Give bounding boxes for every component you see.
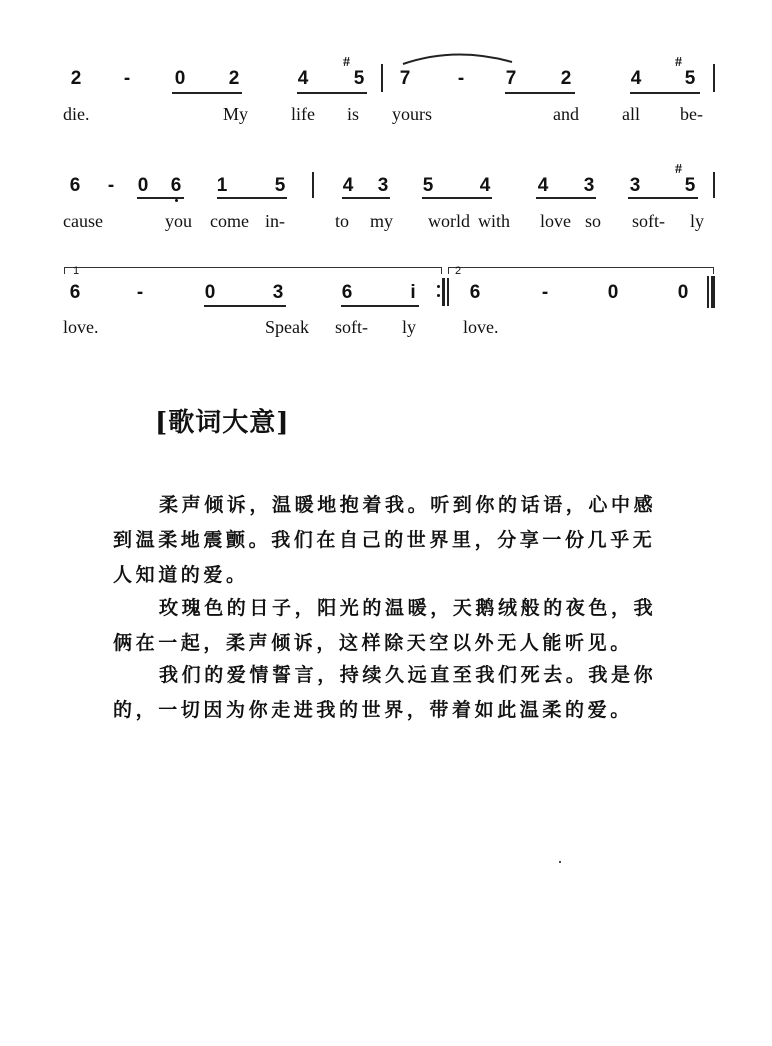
tie-arc bbox=[400, 50, 520, 66]
lyric: die. bbox=[63, 104, 90, 124]
beam-underline bbox=[342, 197, 390, 199]
bar-line bbox=[381, 64, 383, 92]
scan-speck bbox=[559, 861, 561, 863]
note: 0 bbox=[677, 282, 689, 303]
note: 3 bbox=[377, 175, 389, 196]
lyric: ly bbox=[402, 317, 417, 337]
lyric: you bbox=[165, 211, 192, 231]
note-dash: - bbox=[107, 175, 115, 196]
sharp-sign: # bbox=[675, 55, 682, 70]
note: 2 bbox=[228, 68, 240, 89]
note: 0 bbox=[137, 175, 149, 196]
note: 5 bbox=[353, 68, 365, 89]
lyric: is bbox=[347, 104, 360, 124]
note: 4 bbox=[537, 175, 549, 196]
second-ending-number: 2 bbox=[455, 265, 462, 277]
note: 4 bbox=[297, 68, 309, 89]
beam-underline bbox=[172, 92, 242, 94]
lyric: soft- bbox=[632, 211, 665, 231]
bar-line bbox=[713, 172, 715, 198]
lyric: with bbox=[478, 211, 511, 231]
beam-underline bbox=[137, 197, 184, 199]
first-ending-number: 1 bbox=[73, 265, 80, 277]
lyric: ly bbox=[690, 211, 705, 231]
note: 0 bbox=[204, 282, 216, 303]
lyric: come bbox=[210, 211, 249, 231]
lyrics-paragraph: 我们的爱情誓言，持续久远直至我们死去。我是你的，一切因为你走进我的世界，带着如此温柔的爱。 bbox=[113, 664, 657, 721]
beam-underline bbox=[217, 197, 287, 199]
second-ending-bracket bbox=[448, 267, 714, 274]
lyric: world bbox=[428, 211, 470, 231]
note: 3 bbox=[629, 175, 641, 196]
note: 5 bbox=[274, 175, 286, 196]
note-dash: - bbox=[541, 282, 549, 303]
final-bar bbox=[707, 276, 709, 308]
lyric: yours bbox=[392, 104, 432, 124]
note: 4 bbox=[479, 175, 491, 196]
repeat-bar bbox=[442, 278, 445, 306]
note: 5 bbox=[684, 68, 696, 89]
repeat-dot bbox=[437, 294, 440, 297]
note: 0 bbox=[174, 68, 186, 89]
note: 7 bbox=[399, 68, 411, 89]
note: 6 bbox=[469, 282, 481, 303]
note: 6 bbox=[341, 282, 353, 303]
note: 4 bbox=[342, 175, 354, 196]
lyric: be- bbox=[680, 104, 703, 124]
note: 6 bbox=[69, 175, 81, 196]
sharp-sign: # bbox=[675, 162, 682, 177]
note: 5 bbox=[422, 175, 434, 196]
note: 1 bbox=[216, 175, 228, 196]
lyric: love bbox=[540, 211, 571, 231]
note: 6 bbox=[69, 282, 81, 303]
beam-underline bbox=[204, 305, 286, 307]
lyric: Speak bbox=[265, 317, 309, 337]
sharp-sign: # bbox=[343, 55, 350, 70]
lower-octave-dot bbox=[175, 199, 178, 202]
note: 2 bbox=[560, 68, 572, 89]
note-dash: - bbox=[457, 68, 465, 89]
beam-underline bbox=[505, 92, 575, 94]
beam-underline bbox=[341, 305, 419, 307]
note: 5 bbox=[684, 175, 696, 196]
lyric: soft- bbox=[335, 317, 368, 337]
lyric: love. bbox=[63, 317, 99, 337]
lyrics-paragraph: 柔声倾诉，温暖地抱着我。听到你的话语，心中感到温柔地震颤。我们在自己的世界里，分享一份几乎无人知道的爱。 bbox=[113, 494, 657, 586]
lyric: in- bbox=[265, 211, 285, 231]
note-high: i bbox=[410, 282, 416, 303]
lyric: and bbox=[553, 104, 579, 124]
note-dash: - bbox=[136, 282, 144, 303]
lyric: love. bbox=[463, 317, 499, 337]
repeat-dot bbox=[437, 285, 440, 288]
note: 6 bbox=[170, 175, 182, 196]
lyric: to bbox=[335, 211, 350, 231]
lyric: cause bbox=[63, 211, 103, 231]
lyric: my bbox=[370, 211, 394, 231]
note: 7 bbox=[505, 68, 517, 89]
bar-line bbox=[713, 64, 715, 92]
beam-underline bbox=[630, 92, 700, 94]
lyrics-paragraph: 玫瑰色的日子，阳光的温暖，天鹅绒般的夜色，我俩在一起，柔声倾诉，这样除天空以外无人能听见。 bbox=[113, 597, 657, 654]
bar-line bbox=[312, 172, 314, 198]
lyric: My bbox=[223, 104, 249, 124]
note: 3 bbox=[583, 175, 595, 196]
lyric: so bbox=[585, 211, 602, 231]
final-bar bbox=[711, 276, 715, 308]
repeat-bar bbox=[447, 278, 449, 306]
beam-underline bbox=[422, 197, 492, 199]
first-ending-bracket bbox=[64, 267, 442, 274]
note: 4 bbox=[630, 68, 642, 89]
note: 0 bbox=[607, 282, 619, 303]
note: 2 bbox=[70, 68, 82, 89]
beam-underline bbox=[628, 197, 698, 199]
section-heading: [歌词大意] bbox=[155, 408, 290, 438]
note: 3 bbox=[272, 282, 284, 303]
note-dash: - bbox=[123, 68, 131, 89]
lyric: life bbox=[291, 104, 315, 124]
beam-underline bbox=[536, 197, 596, 199]
lyric: all bbox=[622, 104, 640, 124]
beam-underline bbox=[297, 92, 367, 94]
